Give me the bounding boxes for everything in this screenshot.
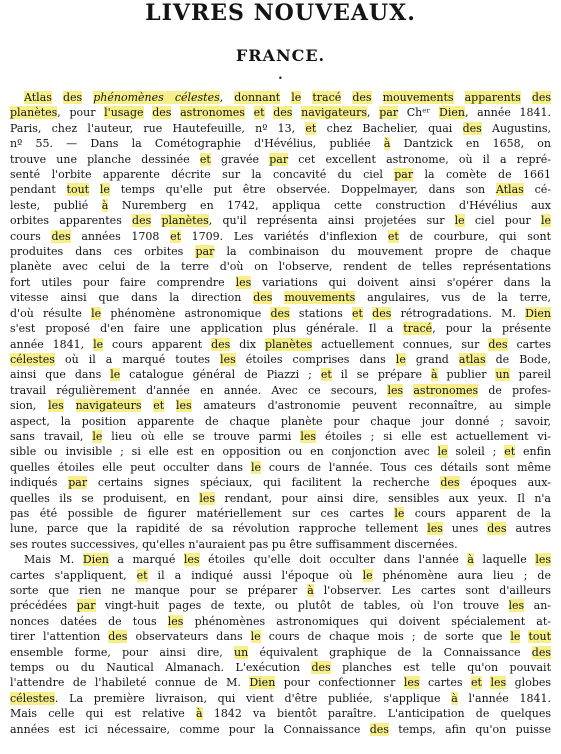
body-line: célestes où il a marqué toutes les étoiles comprises dans le grand atlas de Bode,: [10, 352, 551, 366]
body-line: nº 55. — Dans la Cométographie d'Hévélius, publiée à Dantzick en 1658, on: [10, 137, 551, 151]
body-line: célestes. La première livraison, qui vient d'être publiée, s'applique à l'année 1841.: [10, 691, 551, 705]
body-line: sorte que rien ne manque pour se préparer à l'observer. Les cartes sont d'ailleurs: [10, 584, 551, 597]
highlighted-term: tout: [528, 630, 551, 644]
highlighted-term: le: [437, 445, 448, 459]
body-line: année 1841, le cours apparent des dix planètes actuellement connues, sur des cartes: [10, 337, 551, 351]
highlighted-term: le: [110, 368, 121, 382]
highlighted-term: le: [92, 429, 103, 443]
highlighted-term: les: [183, 553, 200, 567]
highlighted-term: et: [136, 568, 148, 582]
highlighted-term: les: [427, 522, 443, 536]
highlighted-term: mouvements: [382, 91, 454, 104]
highlighted-term: des: [440, 476, 460, 490]
body-line: travail régulièrement d'année en année. Avec ce secours, les astronomes de profes-: [10, 383, 551, 397]
body-line: Mais M. Dien a marqué les étoiles qu'elle doit occulter dans l'année à laquelle les: [24, 553, 551, 567]
highlighted-term: navigateurs: [75, 399, 142, 413]
ornament: •: [278, 74, 283, 83]
body-line: années est ici nécessaire, comme pour la Connaissance des temps, afin qu'on puisse: [10, 722, 551, 736]
highlighted-term: mouvements: [284, 291, 356, 305]
highlighted-term: des: [369, 722, 389, 736]
highlighted-term: à: [451, 691, 458, 705]
body-line: lune, parce que la rapidité de sa révolution rapproche tellement les unes des autres: [10, 522, 551, 536]
highlighted-term: et: [387, 229, 399, 243]
highlighted-term: les: [403, 676, 420, 690]
highlighted-term: le: [91, 306, 102, 320]
highlighted-term: des: [253, 291, 273, 305]
section-heading: FRANCE.: [235, 46, 326, 65]
highlighted-term: un: [495, 368, 510, 382]
highlighted-term: et: [305, 121, 317, 135]
highlighted-term: des: [132, 214, 152, 228]
body-line: fort utiles pour faire comprendre les variations qui doivent ainsi s'opérer dans la: [10, 275, 551, 289]
highlighted-term: les: [199, 491, 216, 505]
body-line: aspect, la position apparente de chaque planète pour chaque jour donné ; savoir,: [10, 414, 551, 428]
highlighted-term: à: [307, 584, 314, 597]
highlighted-term: à: [101, 198, 109, 212]
highlighted-term: les: [508, 599, 525, 613]
highlighted-term: des: [273, 106, 293, 120]
highlighted-term: le: [510, 630, 521, 644]
highlighted-term: et: [320, 368, 332, 382]
body-line: trouve une planche dessinée et gravée par cet excellent astronome, où il a repré-: [10, 152, 551, 166]
highlighted-term: les: [300, 429, 317, 443]
highlighted-term: les: [175, 399, 192, 413]
highlighted-term: atlas: [458, 352, 486, 366]
highlighted-term: des: [488, 337, 508, 351]
highlighted-term: les: [48, 399, 64, 413]
highlighted-term: des: [152, 106, 172, 120]
highlighted-term: des: [51, 229, 71, 243]
highlighted-term: planètes: [161, 214, 209, 228]
body-line: produites dans ces orbites par la combinaison du mouvement propre de chaque: [10, 245, 551, 259]
highlighted-term: à: [467, 553, 474, 567]
body-line: quelles ils se produisent, en les rendant, pour ainsi dire, sensibles aux yeux. Il n'a: [10, 491, 551, 505]
highlighted-term: tracé: [312, 91, 342, 104]
highlighted-term: par: [76, 599, 96, 613]
body-line: planètes, pour l'usage des astronomes et des navigateurs, par Chᵉʳ Dien, année 1841.: [10, 106, 551, 120]
body-line: temps ou du Nautical Almanach. L'exécution des planches est telle qu'on pouvait: [10, 661, 551, 675]
highlighted-term: des: [108, 630, 128, 644]
highlighted-term: phénomènes célestes: [93, 91, 220, 104]
article-body: [10, 90, 551, 737]
highlighted-term: célestes: [10, 691, 55, 705]
highlighted-term: le: [541, 214, 551, 228]
highlighted-term: des: [487, 522, 507, 536]
body-line: Atlas des phénomènes célestes, donnant le tracé des mouvements apparents des: [24, 91, 551, 104]
body-line: Paris, chez l'auteur, rue Hautefeuille, nº 13, et chez Bachelier, quai des Augustins,: [10, 121, 551, 135]
highlighted-term: des: [311, 661, 331, 675]
body-line: s'est proposé d'en faire une application plus générale. Il a tracé, pour la présente: [10, 322, 551, 336]
body-line: cours des années 1708 et 1709. Les variétés d'inflexion et de courbure, qui sont: [10, 229, 551, 243]
body-line: cartes s'appliquent, et il a indiqué aussi l'époque où le phénomène aura lieu ; de: [10, 568, 551, 582]
highlighted-term: à: [430, 368, 438, 382]
highlighted-term: des: [372, 306, 392, 320]
body-line: précédées par vingt-huit pages de texte, ou plutôt de tables, où l'on trouve les an-: [10, 599, 551, 613]
highlighted-term: les: [387, 383, 404, 397]
highlighted-term: et: [199, 152, 211, 166]
highlighted-term: des: [352, 91, 372, 104]
highlighted-term: planètes: [264, 337, 313, 351]
highlighted-term: Dien: [82, 553, 109, 567]
body-line: ensemble forme, pour ainsi dire, un équivalent graphique de la Connaissance des: [10, 645, 551, 659]
highlighted-term: par: [269, 152, 289, 166]
body-line: sible ou invisible ; si elle est en opposition ou en conjonction avec le soleil ; et enfin: [10, 445, 551, 459]
body-line: planète avec celui de la terre d'où on l'observe, rendent de telles représentations: [10, 260, 551, 274]
body-line: l'attendre de l'habileté connue de M. Dien pour confectionner les cartes et les globes: [10, 676, 551, 690]
highlighted-term: et: [253, 106, 265, 120]
highlighted-term: à: [383, 137, 391, 151]
highlighted-term: les: [490, 676, 507, 690]
highlighted-term: des: [531, 91, 551, 104]
highlighted-term: le: [93, 337, 104, 351]
highlighted-term: des: [270, 306, 290, 320]
highlighted-term: par: [379, 106, 399, 120]
highlighted-term: Atlas: [495, 183, 524, 197]
highlighted-term: navigateurs: [301, 106, 368, 120]
highlighted-term: le: [250, 630, 261, 644]
body-line: pas été possible de figurer matériellement sur ces cartes le cours apparent de la: [10, 506, 551, 520]
highlighted-term: le: [394, 506, 405, 520]
highlighted-term: par: [68, 476, 88, 490]
highlighted-term: l'usage: [104, 106, 144, 120]
highlighted-term: le: [362, 568, 373, 582]
body-line: ainsi que dans le catalogue général de Piazzi ; et il se prépare à publier un pareil: [10, 368, 551, 382]
body-line: Mais celle qui est relative à 1842 va bientôt paraître. L'anticipation de quelques: [10, 707, 551, 721]
highlighted-term: le: [250, 460, 261, 474]
body-line: senté l'orbite apparente décrite sur la concavité du ciel par la comète de 1661: [10, 168, 551, 182]
highlighted-term: le: [99, 183, 110, 197]
highlighted-term: et: [170, 229, 181, 243]
body-line: orbites apparentes des planètes, qu'il représenta ainsi projetées sur le ciel pour le: [10, 214, 551, 228]
highlighted-term: les: [235, 275, 252, 289]
highlighted-term: célestes: [10, 352, 55, 366]
highlighted-term: par: [195, 245, 215, 259]
highlighted-term: planètes: [10, 106, 58, 120]
highlighted-term: astronomes: [413, 383, 479, 397]
highlighted-term: le: [454, 214, 465, 228]
page-heading: LIVRES NOUVEAUX.: [145, 0, 416, 26]
highlighted-term: les: [535, 553, 551, 567]
highlighted-term: et: [471, 676, 482, 690]
body-line: d'où résulte le phénomène astronomique des stations et des rétrogradations. M. Dien: [10, 306, 551, 320]
highlighted-term: des: [531, 645, 551, 659]
highlighted-term: un: [234, 645, 249, 659]
highlighted-term: et: [504, 445, 516, 459]
body-line: pendant tout le temps qu'elle put être observée. Doppelmayer, dans son Atlas cé-: [10, 183, 551, 197]
highlighted-term: Atlas: [24, 91, 52, 104]
highlighted-term: et: [352, 306, 363, 320]
body-line: sans travail, le lieu où elle se trouve parmi les étoiles ; si elle est actuellement vi-: [10, 429, 551, 443]
highlighted-term: Dien: [439, 106, 465, 120]
highlighted-term: donnant: [234, 91, 281, 104]
highlighted-term: et: [153, 399, 165, 413]
highlighted-term: des: [211, 337, 231, 351]
highlighted-term: tout: [66, 183, 90, 197]
highlighted-term: tracé: [403, 322, 433, 336]
body-line: ses routes successives, qu'elles n'auraient pas pu être suffisamment discernées.: [10, 537, 458, 551]
highlighted-term: le: [291, 91, 302, 104]
body-line: vitesse ainsi que dans la direction des mouvements angulaires, vus de la terre,: [10, 291, 551, 305]
highlighted-term: les: [167, 614, 184, 628]
highlighted-term: des: [462, 121, 482, 135]
body-line: tirer l'attention des observateurs dans le cours de chaque mois ; de sorte que le tout: [10, 630, 551, 644]
highlighted-term: à: [196, 707, 203, 721]
highlighted-term: le: [395, 352, 406, 366]
highlighted-term: les: [220, 352, 236, 366]
body-line: leste, publié à Nuremberg en 1742, appliqua cette construction d'Hévélius aux: [10, 198, 551, 212]
highlighted-term: des: [62, 91, 83, 104]
highlighted-term: Dien: [249, 676, 276, 690]
body-line: sion, les navigateurs et les amateurs d'astronomie peuvent reconnaître, au simple: [10, 399, 551, 413]
highlighted-term: astronomes: [180, 106, 245, 120]
highlighted-term: apparents: [464, 91, 521, 104]
body-line: quelles étoiles elle peut occulter dans le cours de l'année. Tous ces détails sont même: [10, 460, 551, 474]
body-line: nonces datées de tous les phénomènes astronomiques qui doivent spécialement at-: [10, 614, 551, 628]
body-line: indiqués par certains signes spéciaux, qui facilitent la recherche des époques aux-: [10, 476, 551, 490]
highlighted-term: par: [394, 168, 414, 182]
highlighted-term: Dien: [525, 306, 551, 320]
